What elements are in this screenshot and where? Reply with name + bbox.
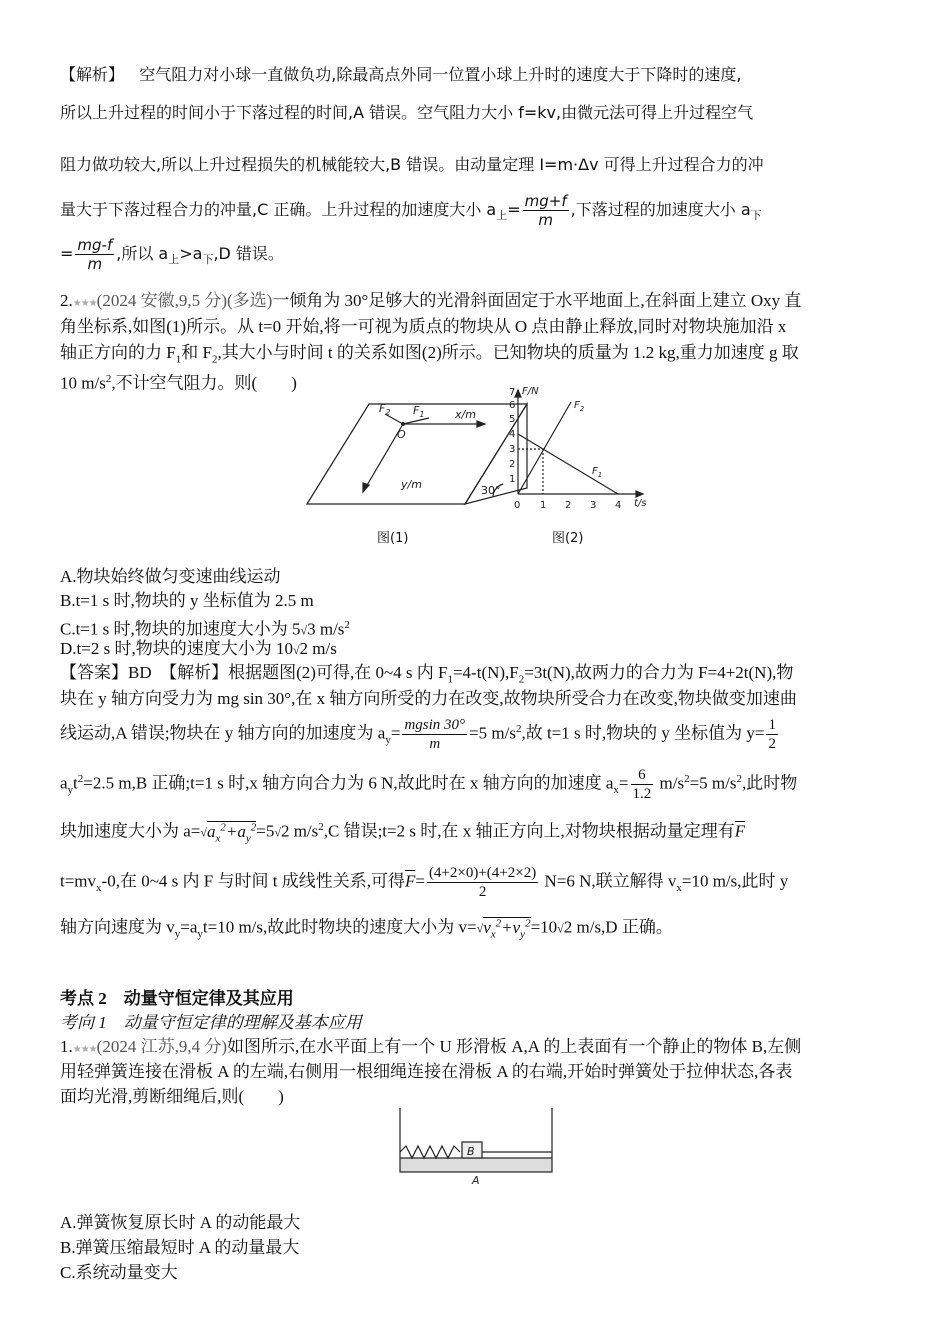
figure-2-graph — [508, 382, 658, 522]
label-x: x/m — [455, 408, 476, 421]
subscript: 1 — [447, 673, 453, 686]
xtick: 4 — [615, 500, 622, 511]
label-f2: $F_2$ — [379, 402, 391, 417]
answer-tag: 【答案】 — [60, 663, 128, 682]
subscript: y — [174, 928, 181, 941]
fraction-denominator: 2 — [768, 736, 776, 753]
difficulty-stars: ★★★ — [72, 1044, 97, 1055]
subscript: x — [215, 832, 221, 845]
ytick: 3 — [509, 444, 516, 455]
answer-text: 2 m/s — [280, 821, 319, 841]
option-d — [60, 636, 337, 663]
answer-line-7 — [60, 910, 673, 947]
superscript: 2 — [105, 373, 112, 385]
answer-line-4: $a_yt^2=2.5$ m,B 正确;t=1 s 时,x 轴方向合力为 6 N,故此时在 x 轴方向的加速度 $a_x=$ $\frac{6}{1.2}$ $m/s^2=5$ $m/s^2$,此时物 — [60, 767, 798, 803]
xtick: 2 — [565, 500, 572, 511]
analysis-line-4 — [60, 192, 762, 229]
sqrt-icon: √ — [476, 921, 484, 936]
analysis-line-5 — [60, 236, 284, 273]
superscript: 2 — [344, 619, 350, 631]
sqrt-icon: √ — [274, 825, 281, 840]
subscript: 2 — [211, 353, 218, 366]
fraction-denominator: 2 — [478, 884, 487, 900]
superscript: 2 — [515, 723, 522, 735]
answer-text: =2.5 m,B 正确;t=1 s 时,x 轴方向合力为 6 N,故此时在 x 轴方向的加速度 a — [83, 773, 614, 793]
label-angle: 30° — [481, 484, 501, 497]
fraction-numerator: (4+2×0)+(4+2×2) — [428, 865, 537, 881]
ytick: 7 — [509, 387, 516, 398]
xtick: 3 — [590, 500, 597, 511]
f-bar: $\overline{F}$ — [404, 871, 416, 891]
radicand-text: a — [206, 821, 216, 841]
option-a: A.物块始终做匀变速曲线运动 — [60, 567, 281, 586]
answer-text: =3t(N),故两力的合力为 F=4+2t(N),物 — [524, 663, 794, 682]
option-text: C.t=1 s 时,物块的加速度大小为 5 — [60, 619, 301, 639]
analysis-tag: 【解析】 — [60, 65, 125, 84]
sqrt-icon: √ — [292, 643, 300, 657]
answer-text: =a — [180, 917, 198, 937]
superscript: 2 — [495, 917, 502, 929]
answer-line-5 — [60, 814, 745, 851]
section-title: 考点 2 动量守恒定律及其应用 — [60, 989, 294, 1008]
superscript: 2 — [736, 773, 742, 785]
question-source: (2024 江苏,9,4 分) — [96, 1037, 227, 1056]
question-number: 1. — [60, 1037, 73, 1056]
answer-text: 块加速度大小为 a= — [60, 821, 201, 841]
answer-text: ,C 错误;t=2 s 时,在 x 轴正方向上,对物块根据动量定理有 — [323, 821, 735, 841]
option-text: 3 m/s — [307, 619, 345, 639]
question-source: (2024 安徽,9,5 分)(多选) — [96, 291, 273, 310]
board-base — [400, 1158, 552, 1172]
option-b: B.t=1 s 时,物块的 y 坐标值为 2.5 m — [60, 591, 314, 610]
figure-2-caption: 图(2) — [552, 531, 584, 546]
question-1-line-3: 面均光滑,剪断细绳后,则( ) — [60, 1087, 284, 1106]
answer-text: 线运动,A 错误;物块在 y 轴方向的加速度为 a — [60, 723, 386, 743]
ytick: 2 — [509, 459, 516, 470]
fraction-denominator: m — [87, 255, 103, 273]
ytick: 1 — [509, 474, 516, 485]
f-axis-label: F/N — [522, 386, 539, 397]
label-b: B — [467, 1145, 475, 1158]
difficulty-stars: ★★★ — [72, 298, 97, 309]
analysis-text: >a — [179, 244, 203, 263]
superscript: 2 — [684, 773, 690, 785]
analysis-text: 空气阻力对小球一直做负功,除最高点外同一位置小球上升时的速度大于下降时的速度, — [139, 65, 742, 84]
answer-text: -0,在 0~4 s 内 F 与时间 t 成线性关系,可得 — [101, 871, 405, 891]
question-stem: 轴正方向的力 F — [60, 343, 176, 362]
label-f1: $F_1$ — [413, 404, 425, 419]
section-subtitle: 考向 1 动量守恒定律的理解及基本应用 — [60, 1013, 362, 1032]
answer-text: 轴方向速度为 v — [60, 917, 175, 937]
subscript: 2 — [518, 673, 525, 686]
answer-text: 2 m/s,D 正确。 — [563, 917, 673, 937]
analysis-line-3 — [60, 152, 764, 178]
radicand-text: a — [237, 821, 246, 841]
sqrt-icon: √ — [200, 825, 207, 840]
answer-text: ,此时物 — [741, 773, 798, 793]
subscript: 下 — [202, 253, 214, 267]
t-axis-label: t/s — [634, 498, 647, 509]
radicand: $v_x^2+v_y^2$ — [483, 917, 531, 941]
superscript: 2 — [250, 821, 257, 833]
sqrt-icon: √ — [557, 921, 564, 936]
subscript: y — [520, 928, 526, 941]
subscript: x — [490, 928, 496, 941]
f1-label: $F_1$ — [592, 466, 603, 479]
option-text: D.t=2 s 时,物块的速度大小为 10 — [60, 639, 293, 658]
fraction-denominator: m — [538, 211, 553, 229]
question-2-line-2 — [60, 314, 786, 340]
fraction — [427, 864, 538, 901]
xtick: 1 — [540, 500, 547, 511]
answer-text: =10 — [530, 917, 558, 937]
analysis-line-1 — [60, 62, 890, 88]
fraction — [75, 236, 114, 273]
fraction-numerator: 1 — [768, 717, 776, 734]
answer-text: m/s — [655, 773, 685, 793]
answer-value: BD — [128, 663, 152, 682]
label-a: A — [472, 1174, 480, 1186]
fraction-numerator: 6 — [631, 766, 654, 785]
answer-text: =5 — [256, 821, 275, 841]
question-2-line-4 — [60, 366, 297, 397]
question-stem: ,不计空气阻力。则( ) — [111, 373, 297, 393]
analysis-text: ,所以 a — [116, 244, 169, 263]
answer-text: =4-t(N),F — [452, 663, 519, 682]
f1-line — [518, 434, 618, 494]
superscript: 2 — [77, 773, 84, 785]
answer-text: ,故 t=1 s 时,物块的 y 坐标值为 y= — [521, 723, 765, 743]
label-y: y/m — [401, 478, 422, 491]
q1-option-b: B.弹簧压缩最短时 A 的动量最大 — [60, 1238, 300, 1257]
question-2-line-1 — [60, 288, 801, 317]
subscript: x — [96, 881, 102, 894]
ytick: 5 — [509, 414, 516, 425]
analysis-text: ,D 错误。 — [213, 244, 284, 263]
question-stem: 角坐标系,如图(1)所示。从 t=0 开始,将一可视为质点的物块从 O 点由静止释放,同时对物块施加沿 x — [60, 317, 787, 336]
radicand: $a_x^2+a_y^2$ — [206, 821, 257, 845]
equals: = — [507, 200, 521, 219]
subscript: x — [676, 881, 682, 894]
figure-u-board — [396, 1106, 560, 1186]
fraction — [631, 766, 654, 803]
subscript: x — [613, 784, 619, 797]
fraction-numerator: mg-f — [77, 236, 113, 254]
question-stem: 如图所示,在水平面上有一个 U 形滑板 A,A 的上表面有一个静止的物体 B,左侧 — [226, 1037, 802, 1056]
fraction-denominator: 1.2 — [632, 786, 652, 803]
answer-line-3: 线运动,A 错误;物块在 y 轴方向的加速度为 $a_y=$ $\frac{mgsin 30^\circ}{m}$ =5 $m/s^2$,故 t=1 s 时,物块的 y 坐标值为 y= $\frac{1}{2}$ — [60, 717, 776, 753]
answer-text: =5 m/s — [689, 773, 737, 793]
answer-text: t=mv — [60, 871, 97, 891]
answer-text: =5 m/s — [469, 723, 516, 743]
fraction-denominator: m — [429, 736, 441, 753]
option-text: 2 m/s — [299, 639, 337, 658]
question-stem: ,其大小与时间 t 的关系如图(2)所示。已知物块的质量为 1.2 kg,重力加速度 g 取 — [217, 343, 799, 362]
sqrt-icon: √ — [300, 623, 308, 638]
q1-option-a: A.弹簧恢复原长时 A 的动能最大 — [60, 1213, 301, 1232]
f-bar: $\overline{F}$ — [734, 821, 746, 841]
answer-line-2: 块在 y 轴方向受力为 mg sin 30°,在 x 轴方向所受的力在改变,故物块所受合力在改变,物块做变加速曲 — [60, 689, 797, 708]
answer-text: =10 m/s,此时 y — [681, 871, 789, 891]
answer-text: N=6 N,联立解得 v — [540, 871, 677, 891]
question-stem: 一倾角为 30°足够大的光滑斜面固定于水平地面上,在斜面上建立 Oxy 直 — [272, 291, 802, 310]
subscript: y — [245, 832, 251, 845]
xtick: 0 — [514, 500, 521, 511]
subscript: 下 — [750, 209, 762, 223]
f1-arrow — [403, 418, 429, 424]
f2-label: $F_2$ — [574, 400, 585, 413]
fraction-numerator: mgsin 30° — [404, 717, 466, 734]
answer-text: a — [60, 773, 68, 793]
question-stem: 10 m/s — [60, 373, 106, 393]
subscript: 1 — [175, 353, 182, 366]
spring — [400, 1146, 460, 1158]
analysis-tag: 【解析】 — [160, 663, 229, 682]
answer-text: t=10 m/s,故此时物块的速度大小为 v= — [202, 917, 477, 937]
question-stem: 和 F — [181, 343, 212, 362]
superscript: 2 — [525, 917, 531, 929]
analysis-line-2 — [60, 100, 753, 126]
answer-text: t — [73, 773, 78, 793]
subscript: y — [385, 734, 391, 747]
fraction-numerator: mg+f — [524, 192, 567, 210]
analysis-text: 所以上升过程的时间小于下落过程的时间,A 错误。空气阻力大小 f=kv,由微元法可得上升过程空气 — [60, 103, 754, 122]
fraction — [523, 192, 569, 229]
answer-line-6: $t=mv_x-0$,在 0~4 s 内 F 与时间 t 成线性关系,可得$\overline{F}=$ $\frac{(4+2\times 0)+(4+2\times 2)}{2}$ N=6 N,联立解得 $v_x=10$ m/s,此时 y — [60, 865, 789, 900]
fraction — [402, 716, 467, 753]
superscript: 2 — [220, 821, 226, 833]
answer-text: 根据题图(2)可得,在 0~4 s 内 F — [228, 663, 448, 682]
subscript: 上 — [168, 253, 180, 267]
superscript: 2 — [318, 821, 324, 833]
figure-1-caption: 图(1) — [377, 531, 409, 546]
subscript: y — [67, 784, 74, 797]
equals: = — [60, 244, 74, 263]
subscript: y — [197, 928, 203, 941]
label-origin: O — [397, 428, 406, 441]
subscript: 上 — [496, 209, 508, 223]
analysis-text: ,下落过程的加速度大小 a — [570, 200, 751, 219]
f2-line — [518, 402, 571, 494]
q1-option-c: C.系统动量变大 — [60, 1263, 178, 1282]
ytick: 4 — [509, 429, 516, 440]
analysis-text: 阻力做功较大,所以上升过程损失的机械能较大,B 错误。由动量定理 I=m·Δv 可得上升过程合力的冲 — [60, 155, 764, 174]
question-1-line-2: 用轻弹簧连接在滑板 A 的左端,右侧用一根细绳连接在滑板 A 的右端,开始时弹簧处于拉伸状态,各表 — [60, 1062, 793, 1081]
fraction — [766, 716, 778, 753]
analysis-text: 量大于下落过程合力的冲量,C 正确。上升过程的加速度大小 a — [60, 200, 497, 219]
question-number: 2. — [60, 291, 73, 310]
ytick: 6 — [509, 400, 516, 411]
